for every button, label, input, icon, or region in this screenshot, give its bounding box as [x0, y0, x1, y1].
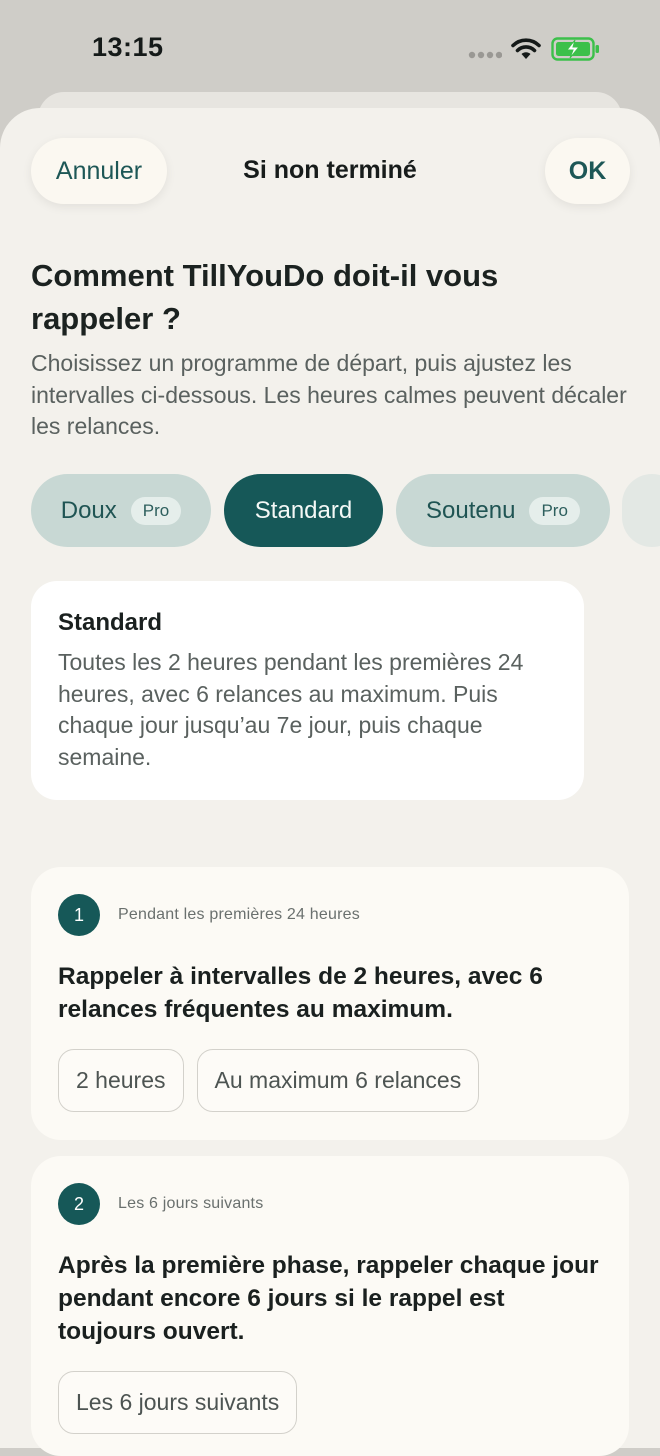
preset-chip-standard[interactable]	[224, 474, 383, 547]
step-card-1	[31, 867, 629, 1140]
cancel-button[interactable]: Annuler	[31, 138, 167, 204]
max-reminders-option-button[interactable]: Au maximum 6 relances	[197, 1049, 480, 1112]
pro-badge: Pro	[131, 497, 181, 525]
sheet-title: Si non terminé	[243, 156, 417, 184]
preset-selector	[0, 474, 660, 548]
step-label: Pendant les premières 24 heures	[118, 906, 360, 923]
preset-chip-label: Soutenu	[426, 496, 516, 524]
preset-description-title: Standard	[58, 609, 163, 636]
preset-chip-label: Standard	[254, 496, 353, 524]
pro-badge: Pro	[529, 497, 579, 525]
status-time: 13:15	[92, 32, 164, 62]
preset-chip-soutenu[interactable]	[396, 474, 610, 547]
preset-chip-doux[interactable]	[31, 474, 211, 547]
step-number-badge: 1	[58, 894, 100, 936]
interval-option-button[interactable]: 2 heures	[58, 1049, 184, 1112]
status-bar	[0, 0, 660, 96]
step-number-badge: 2	[58, 1183, 100, 1225]
step-description: Rappeler à intervalles de 2 heures, avec 6 relances fréquentes au maximum.	[58, 963, 543, 1023]
preset-description-card	[31, 581, 584, 800]
duration-option-button[interactable]: Les 6 jours suivants	[58, 1371, 297, 1434]
cellular-signal-icon	[468, 50, 502, 60]
step-description: Après la première phase, rappeler chaque jour pendant encore 6 jours si le rappel est toujours ouvert.	[58, 1252, 599, 1345]
wifi-icon	[510, 37, 542, 61]
step-card-2	[31, 1156, 629, 1456]
preset-chip-next[interactable]	[622, 474, 660, 547]
page-subtitle: Choisissez un programme de départ, puis ajustez les intervalles ci-dessous. Les heures calmes peuvent décaler les relances.	[31, 350, 627, 439]
battery-charging-icon	[551, 37, 601, 61]
page-heading: Comment TillYouDo doit-il vous rappeler ?	[31, 258, 499, 336]
ok-button[interactable]: OK	[545, 138, 630, 204]
step-label: Les 6 jours suivants	[118, 1195, 264, 1212]
preset-description-text: Toutes les 2 heures pendant les premières 24 heures, avec 6 relances au maximum. Puis chaque jour jusqu’au 7e jour, puis chaque semaine.	[58, 649, 524, 770]
preset-chip-label: Doux	[60, 496, 117, 524]
